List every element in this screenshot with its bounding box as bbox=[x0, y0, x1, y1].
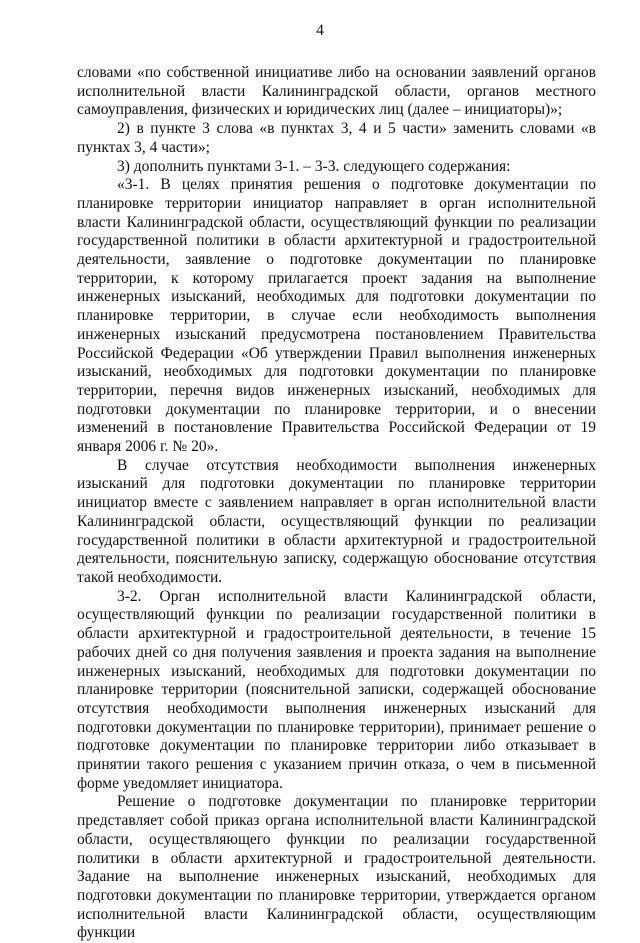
document-body bbox=[77, 64, 596, 943]
paragraph-point-3-1: «3-1. В целях принятия решения о подготовке документации по планировке территории инициатор направляет в орган исполнительной власти Калининградской области, осуществляющий функции по реализации государственной политики в области архитектурной и градостроительной деятельности, заявление о подготовке документации по планировке территории, к которому прилагается проект задания на выполнение инженерных изысканий, необходимых для подготовки документации по планировке территории, в случае если необходимость выполнения инженерных изысканий предусмотрена постановлением Правительства Российской Федерации «Об утверждении Правил выполнения инженерных изысканий, необходимых для подготовки документации по планировке территории, перечня видов инженерных изысканий, необходимых для подготовки документации по планировке территории, и о внесении изменений в постановление Правительства Российской Федерации от 19 января 2006 г. № 20». bbox=[77, 176, 596, 456]
paragraph-absence-of-surveys: В случае отсутствия необходимости выполнения инженерных изысканий для подготовки документации по планировке территории инициатор вместе с заявлением направляет в орган исполнительной власти Калининградской области, осуществляющий функции по реализации государственной политики в области архитектурной и градостроительной деятельности, пояснительную записку, содержащую обоснование отсутствия такой необходимости. bbox=[77, 456, 596, 586]
paragraph-point-3-2: 3-2. Орган исполнительной власти Калининградской области, осуществляющий функции по реализации государственной политики в области архитектурной и градостроительной деятельности, в течение 15 рабочих дней со дня получения заявления и проекта задания на выполнение инженерных изысканий, необходимых для подготовки документации по планировке территории (пояснительной записки, содержащей обоснование отсутствия необходимости выполнения инженерных изысканий для подготовки документации по планировке территории), принимает решение о подготовке документации по планировке территории либо отказывает в принятии такого решения с указанием причин отказа, о чем в письменной форме уведомляет инициатора. bbox=[77, 587, 596, 792]
page-number: 4 bbox=[316, 22, 324, 39]
paragraph-item-2: 2) в пункте 3 слова «в пунктах 3, 4 и 5 части» заменить словами «в пунктах 3, 4 части»; bbox=[77, 120, 596, 156]
paragraph-decision: Решение о подготовке документации по планировке территории представляет собой приказ органа исполнительной власти Калининградской области, осуществляющего функции по реализации государственной политики в области архитектурной и градостроительной деятельности. Задание на выполнение инженерных изысканий, необходимых для подготовки документации по планировке территории, утверждается органом исполнительной власти Калининградской области, осуществляющим функции bbox=[77, 793, 596, 942]
paragraph-continuation: словами «по собственной инициативе либо на основании заявлений органов исполнительной власти Калининградской области, органов местного самоуправления, физических и юридических лиц (далее – инициаторы)»; bbox=[77, 64, 596, 119]
paragraph-item-3: 3) дополнить пунктами 3-1. – 3-3. следующего содержания: bbox=[117, 157, 511, 175]
